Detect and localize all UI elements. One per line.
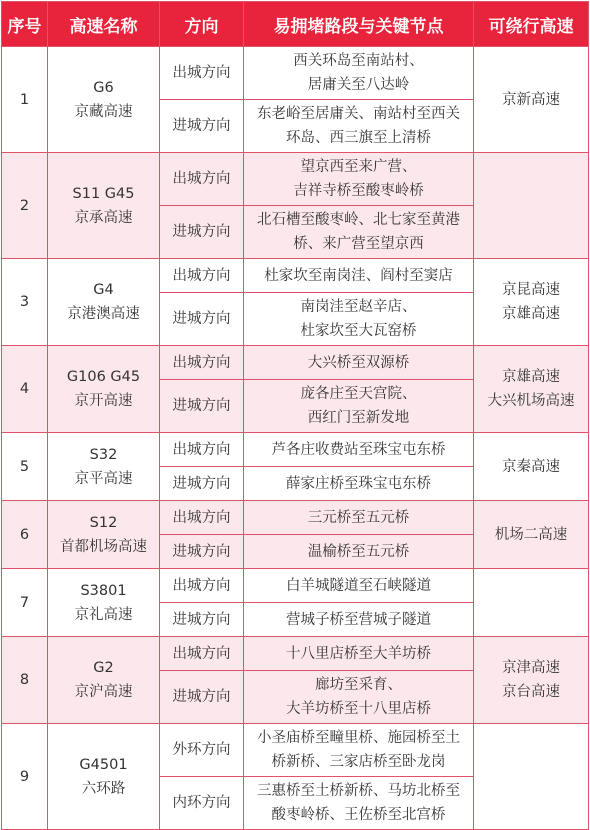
alternative-cell [474,346,589,433]
alternative-highway: 京津高速 [502,660,560,676]
direction-cell: 进城方向 [160,671,244,724]
segment-line: 营城子桥至营城子隧道 [286,611,431,628]
highway-code: G4501 [79,756,128,773]
table-row [2,637,589,671]
row-number: 1 [2,47,48,153]
header-alternative: 可绕行高速 [474,2,589,47]
segment-cell [244,47,474,100]
segment-line: 三惠桥至土桥新桥、马坊北桥至 [257,783,460,799]
table-row [2,569,589,603]
direction-cell: 外环方向 [160,724,244,777]
highway-name-cell [48,501,160,569]
row-number: 5 [2,433,48,501]
header-no: 序号 [2,2,48,47]
segment-cell [244,569,474,603]
header-row [2,2,589,47]
direction-cell: 出城方向 [160,569,244,603]
segment-line: 桥新桥、三家店桥至卧龙岗 [271,754,446,770]
header-direction: 方向 [160,2,244,47]
segment-cell [244,724,474,777]
highway-name-cell [48,569,160,637]
alternative-cell [474,569,589,637]
segment-line: 薛家庄桥至珠宝屯东桥 [286,475,431,492]
segment-line: 望京西至来广营、 [300,159,417,175]
segment-line: 庞各庄至天宫院、 [300,386,417,402]
direction-cell: 出城方向 [160,346,244,380]
header-segments: 易拥堵路段与关键节点 [244,2,474,47]
table-row [2,433,589,467]
segment-line: 廊坊至采育、 [315,677,402,693]
segment-cell [244,777,474,830]
highway-name: 京承高速 [74,209,133,226]
direction-cell: 出城方向 [160,47,244,100]
segment-line: 北石槽至酸枣岭、北七家至黄港 [257,212,460,228]
header-name: 高速名称 [48,2,160,47]
row-number: 9 [2,724,48,830]
table-row [2,724,589,777]
segment-cell [244,535,474,569]
highway-code: G106 G45 [66,369,141,385]
direction-cell: 内环方向 [160,777,244,830]
direction-cell: 进城方向 [160,100,244,153]
segment-line: 小圣庙桥至疃里桥、施园桥至土 [257,730,460,746]
alternative-cell [474,637,589,724]
table-row [2,346,589,380]
segment-line: 环岛、西三旗至上清桥 [286,130,431,146]
segment-line: 酸枣岭桥、王佐桥至北宫桥 [271,807,446,823]
segment-line: 芦各庄收费站至珠宝屯东桥 [271,441,446,458]
alternative-cell [474,259,589,346]
segment-line: 十八里店桥至大羊坊桥 [286,645,431,662]
highway-name-cell [48,724,160,830]
segment-line: 西关环岛至南站村、 [293,53,424,69]
alternative-highway: 大兴机场高速 [487,393,575,409]
highway-name-cell [48,346,160,433]
direction-cell: 出城方向 [160,433,244,467]
highway-name: 京礼高速 [74,606,133,623]
direction-cell: 出城方向 [160,501,244,535]
segment-line: 白羊城隧道至石峡隧道 [286,577,431,594]
segment-line: 大兴桥至双源桥 [307,354,410,371]
segment-cell [244,467,474,501]
alternative-highway: 机场二高速 [494,526,568,543]
highway-name: 京沪高速 [74,684,133,700]
highway-code: S3801 [80,582,127,599]
segment-cell [244,433,474,467]
highway-code: S11 G45 [72,185,135,202]
row-number: 4 [2,346,48,433]
direction-cell: 进城方向 [160,380,244,433]
segment-line: 南岗洼至赵辛店、 [300,299,417,315]
alternative-highway: 京雄高速 [502,369,560,385]
highway-code: G4 [93,282,114,298]
congestion-table [1,1,589,830]
row-number: 2 [2,153,48,259]
segment-line: 温榆桥至五元桥 [307,543,410,560]
alternative-highway: 京昆高速 [502,282,560,298]
direction-cell: 进城方向 [160,206,244,259]
direction-cell: 进城方向 [160,293,244,346]
alternative-cell [474,501,589,569]
segment-cell [244,153,474,206]
segment-cell [244,206,474,259]
highway-name: 首都机场高速 [60,538,147,555]
table-row [2,47,589,100]
segment-line: 三元桥至五元桥 [307,509,410,526]
direction-cell: 出城方向 [160,637,244,671]
table-row [2,259,589,293]
table-body [2,47,589,830]
segment-cell [244,671,474,724]
highway-name-cell [48,433,160,501]
highway-name: 京开高速 [74,393,133,409]
row-number: 7 [2,569,48,637]
segment-cell [244,259,474,293]
direction-cell: 出城方向 [160,259,244,293]
row-number: 3 [2,259,48,346]
highway-code: G6 [93,79,114,96]
segment-line: 大羊坊桥至十八里店桥 [286,701,431,717]
segment-line: 东老峪至居庸关、南站村至西关 [257,106,460,122]
highway-name: 六环路 [81,780,126,797]
alternative-cell [474,433,589,501]
highway-name-cell [48,637,160,724]
segment-cell [244,603,474,637]
segment-cell [244,346,474,380]
segment-line: 西红门至新发地 [307,410,410,426]
row-number: 8 [2,637,48,724]
direction-cell: 进城方向 [160,603,244,637]
direction-cell: 出城方向 [160,153,244,206]
table-row [2,501,589,535]
highway-name-cell [48,153,160,259]
highway-name-cell [48,259,160,346]
alternative-cell [474,724,589,830]
segment-cell [244,293,474,346]
segment-line: 居庸关至八达岭 [307,77,410,93]
highway-code: S12 [89,514,118,531]
segment-line: 杜家坎至南岗洼、阎村至窦店 [264,267,453,284]
highway-code: G2 [93,660,114,676]
segment-cell [244,501,474,535]
row-number: 6 [2,501,48,569]
segment-cell [244,100,474,153]
table-row [2,153,589,206]
direction-cell: 进城方向 [160,467,244,501]
segment-line: 吉祥寺桥至酸枣岭桥 [293,183,424,199]
alternative-highway: 京秦高速 [502,458,560,475]
segment-cell [244,637,474,671]
direction-cell: 进城方向 [160,535,244,569]
highway-name: 京港澳高速 [67,306,140,322]
segment-cell [244,380,474,433]
alternative-highway: 京新高速 [502,91,560,108]
segment-line: 桥、来广营至望京西 [293,236,424,252]
highway-code: S32 [89,446,118,463]
highway-name: 京平高速 [74,470,133,487]
alternative-cell [474,47,589,153]
segment-line: 杜家坎至大瓦窑桥 [300,323,417,339]
alternative-highway: 京雄高速 [502,306,560,322]
highway-name: 京藏高速 [74,103,133,120]
highway-name-cell [48,47,160,153]
alternative-cell [474,153,589,259]
alternative-highway: 京台高速 [502,684,560,700]
